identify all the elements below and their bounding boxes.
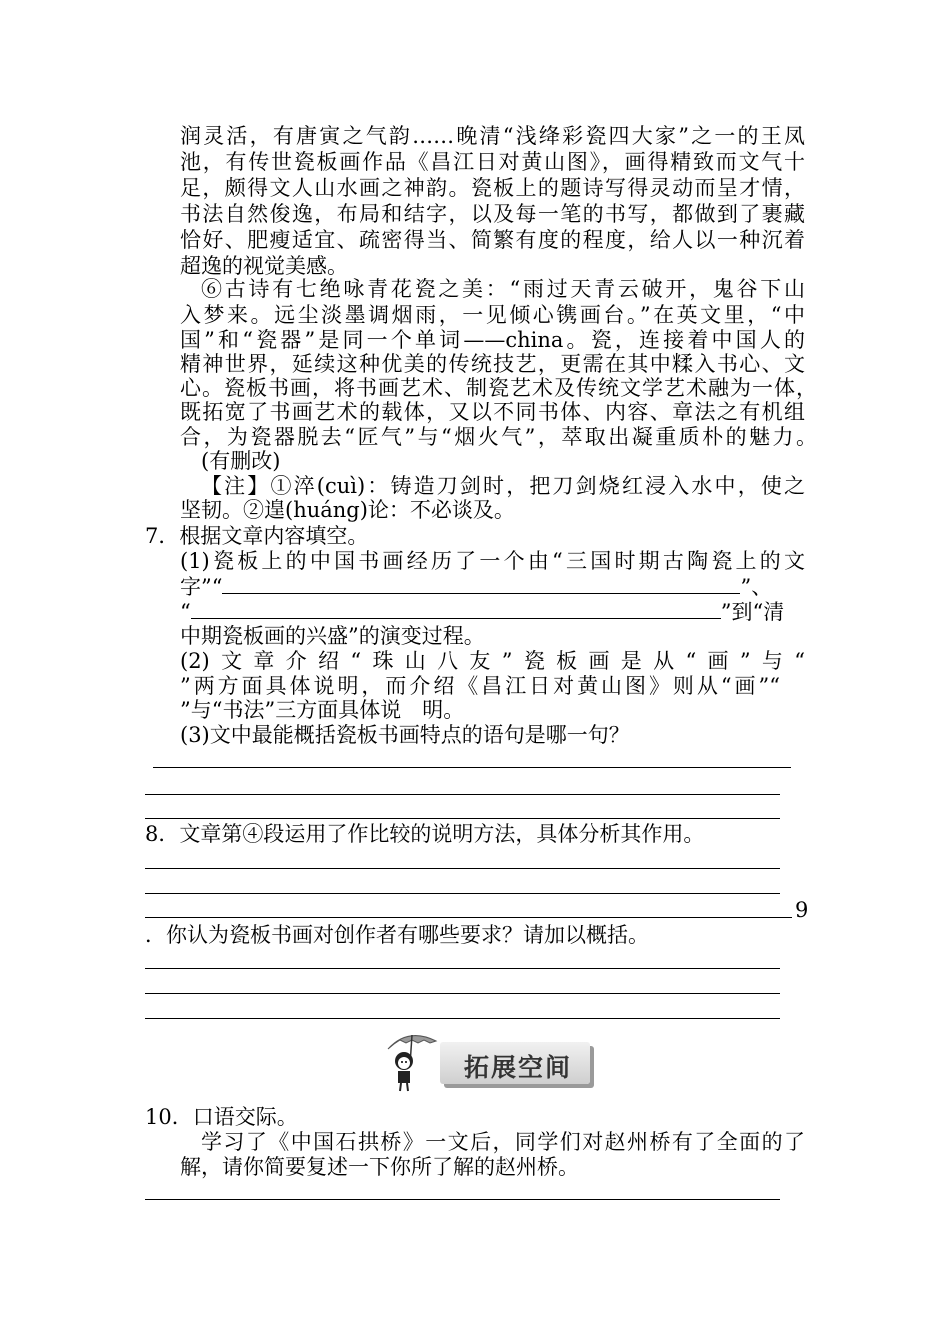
q7-part2-line: (2)文章介绍“珠山八友”瓷板画是从“画”与“	[180, 649, 805, 673]
passage-line: 书法自然俊逸，布局和结字，以及每一笔的书写，都做到了裹藏	[180, 202, 805, 226]
passage-line: 合，为瓷器脱去“匠气”与“烟火气”，萃取出凝重质朴的魅力。	[180, 425, 817, 449]
passage-note: 坚韧。②遑(huáng)论：不必谈及。	[180, 498, 515, 522]
passage-line: 入梦来。远尘淡墨调烟雨，一见倾心镌画台。”在英文里，“中	[180, 303, 805, 327]
passage-line: 国”和“瓷器”是同一个单词——china。瓷，连接着中国人的	[180, 328, 805, 352]
passage-line: 池，有传世瓷板画作品《昌江日对黄山图》，画得精致而文气十	[180, 150, 805, 174]
q7-title: 7．根据文章内容填空。	[145, 524, 369, 548]
q10-line: 解，请你简要复述一下你所了解的赵州桥。	[180, 1155, 579, 1179]
passage-line: 恰好、肥瘦适宜、疏密得当、简繁有度的程度，给人以一种沉着	[180, 228, 805, 252]
answer-line[interactable]	[145, 968, 780, 969]
passage-line: ⑥古诗有七绝咏青花瓷之美：“雨过天青云破开，鬼谷下山	[201, 277, 805, 301]
q7-part1-line: 中期瓷板画的兴盛”的演变过程。	[180, 624, 485, 648]
answer-line[interactable]	[153, 767, 791, 768]
q10-title: 10．口语交际。	[145, 1105, 298, 1129]
passage-line: 润灵活，有唐寅之气韵……晚清“浅绛彩瓷四大家”之一的王凤	[180, 124, 805, 148]
q9-title: ．你认为瓷板书画对创作者有哪些要求？请加以概括。	[145, 923, 649, 947]
q7-part2-line: ”两方面具体说明，而介绍《昌江日对黄山图》则从“画”“	[180, 674, 780, 698]
q7-part1-line: (1)瓷板上的中国书画经历了一个由“三国时期古陶瓷上的文	[180, 549, 805, 573]
answer-line[interactable]	[145, 868, 780, 869]
answer-line[interactable]	[145, 893, 780, 894]
q7-part3-line: (3)文中最能概括瓷板书画特点的语句是哪一句？	[180, 723, 630, 747]
q7-part2-line: ”与“书法”三方面具体说 明。	[180, 698, 465, 722]
q9-number: 9	[795, 898, 809, 922]
q10-line: 学习了《中国石拱桥》一文后，同学们对赵州桥有了全面的了	[201, 1130, 805, 1154]
answer-line[interactable]	[145, 993, 780, 994]
answer-line[interactable]	[145, 917, 792, 918]
section-banner	[380, 1027, 620, 1097]
answer-line[interactable]	[145, 794, 780, 795]
passage-line: 精神世界，延续这种优美的传统技艺，更需在其中糅入书心、文	[180, 352, 805, 376]
passage-note: 【注】①淬(cuì)：铸造刀剑时，把刀剑烧红浸入水中，使之	[201, 474, 805, 498]
answer-line[interactable]	[145, 818, 780, 819]
answer-blank[interactable]	[222, 573, 740, 594]
passage-line: 超逸的视觉美感。	[180, 254, 348, 278]
answer-line[interactable]	[145, 1018, 780, 1019]
q7-part1-line: 字”“ ”、	[180, 575, 773, 599]
answer-line[interactable]	[145, 1199, 780, 1200]
passage-source: (有删改)	[201, 449, 281, 473]
passage-line: 心。瓷板书画，将书画艺术、制瓷艺术及传统文学艺术融为一体，	[180, 376, 817, 400]
section-title: 拓展空间	[464, 1053, 573, 1082]
passage-line: 既拓宽了书画艺术的载体，又以不同书体、内容、章法之有机组	[180, 400, 805, 424]
passage-line: 足，颇得文人山水画之神韵。瓷板上的题诗写得灵动而呈才情，	[180, 176, 805, 200]
q8-title: 8．文章第④段运用了作比较的说明方法，具体分析其作用。	[145, 822, 705, 846]
answer-blank[interactable]	[191, 598, 721, 619]
q7-part1-line: “ ”到“清	[180, 600, 785, 624]
